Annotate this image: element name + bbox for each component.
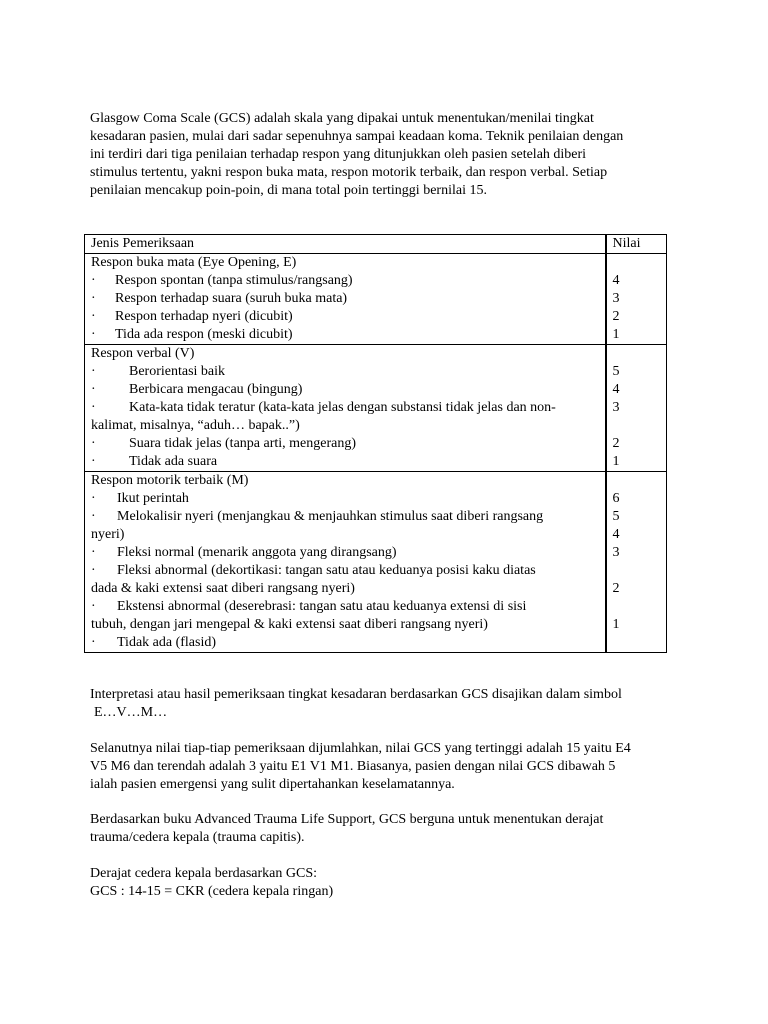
list-item: · Fleksi normal (menarik anggota yang dirangsang) [91,545,397,560]
score-value: 6 [612,491,620,506]
score-value: 5 [612,509,620,524]
section-title: Respon buka mata (Eye Opening, E) [91,255,297,270]
header-jenis-pemeriksaan: Jenis Pemeriksaan [85,235,606,254]
section-title: Respon motorik terbaik (M) [91,473,249,488]
text-line: trauma/cedera kepala (trauma capitis). [90,830,305,845]
list-item-continuation: kalimat, misalnya, “aduh… bapak..”) [91,418,300,433]
list-item: · Fleksi abnormal (dekortikasi: tangan satu atau keduanya posisi kaku diatas [91,563,536,578]
motor-criteria [85,472,606,653]
score-value: 1 [612,327,620,342]
list-item-continuation: dada & kaki extensi saat diberi rangsang nyeri) [91,581,355,596]
list-item: · Tidak ada suara [91,454,218,469]
list-item: · Ikut perintah [91,491,189,506]
score-value: 1 [612,454,620,469]
eye-opening-values [606,254,667,345]
text-line: Berdasarkan buku Advanced Trauma Life Support, GCS berguna untuk menentukan derajat [90,812,604,827]
text-line: ialah pasien emergensi yang sulit dipertahankan keselamatannya. [90,777,455,792]
gcs-table [84,234,667,653]
motor-values [606,472,667,653]
score-value: 3 [612,545,620,560]
degree-paragraph [90,865,680,901]
list-item: · Respon spontan (tanpa stimulus/rangsang) [91,273,353,288]
list-item-continuation: tubuh, dengan jari mengepal & kaki extensi saat diberi rangsang nyeri) [91,617,488,632]
text-line: kesadaran pasien, mulai dari sadar sepenuhnya sampai keadaan koma. Teknik penilaian dengan [90,129,624,144]
section-title: Respon verbal (V) [91,346,195,361]
text-line: Glasgow Coma Scale (GCS) adalah skala yang dipakai untuk menentukan/menilai tingkat [90,111,594,126]
text-line: V5 M6 dan terendah adalah 3 yaitu E1 V1 M1. Biasanya, pasien dengan nilai GCS dibawah 5 [90,759,616,774]
degree-line: GCS : 14-15 = CKR (cedera kepala ringan) [90,884,334,899]
table-header-row [85,235,667,254]
list-item: · Berorientasi baik [91,364,226,379]
score-value: 2 [612,436,620,451]
summary-paragraph [90,740,680,794]
text-line: penilaian mencakup poin-poin, di mana total poin tertinggi bernilai 15. [90,183,487,198]
text-line: stimulus tertentu, yakni respon buka mata, respon motorik terbaik, dan respon verbal. Setiap [90,165,608,180]
text-line: Interpretasi atau hasil pemeriksaan tingkat kesadaran berdasarkan GCS disajikan dalam simbol [90,687,622,702]
list-item: · Respon terhadap nyeri (dicubit) [91,309,293,324]
degree-heading: Derajat cedera kepala berdasarkan GCS: [90,866,317,881]
list-item: · Ekstensi abnormal (deserebrasi: tangan satu atau keduanya extensi di sisi [91,599,527,614]
score-value: 4 [612,273,620,288]
list-item: · Tida ada respon (meski dicubit) [91,327,293,342]
score-value: 1 [612,617,620,632]
text-line: ini terdiri dari tiga penilaian terhadap respon yang ditunjukkan oleh pasien setelah diberi [90,147,587,162]
score-value: 4 [612,527,620,542]
table-row-eye-opening [85,254,667,345]
list-item: · Respon terhadap suara (suruh buka mata) [91,291,348,306]
table-row-motor [85,472,667,653]
eye-opening-criteria [85,254,606,345]
atls-paragraph [90,811,680,847]
score-value: 2 [612,581,620,596]
list-item: · Melokalisir nyeri (menjangkau & menjauhkan stimulus saat diberi rangsang [91,509,544,524]
interpretation-paragraph [90,686,680,722]
verbal-values [606,345,667,472]
score-value: 5 [612,364,620,379]
score-value: 3 [612,291,620,306]
table-row-verbal [85,345,667,472]
score-value: 3 [612,400,620,415]
list-item: · Kata-kata tidak teratur (kata-kata jelas dengan substansi tidak jelas dan non- [91,400,556,415]
text-line: Selanutnya nilai tiap-tiap pemeriksaan dijumlahkan, nilai GCS yang tertinggi adalah 15 yaitu E4 [90,741,631,756]
gcs-symbol: E…V…M… [94,705,168,720]
score-value: 2 [612,309,620,324]
score-value: 4 [612,382,620,397]
list-item: · Suara tidak jelas (tanpa arti, mengerang) [91,436,357,451]
verbal-criteria [85,345,606,472]
intro-paragraph [90,110,680,200]
header-nilai: Nilai [606,235,667,254]
list-item: · Tidak ada (flasid) [91,635,217,650]
list-item-continuation: nyeri) [91,527,125,542]
list-item: · Berbicara mengacau (bingung) [91,382,303,397]
